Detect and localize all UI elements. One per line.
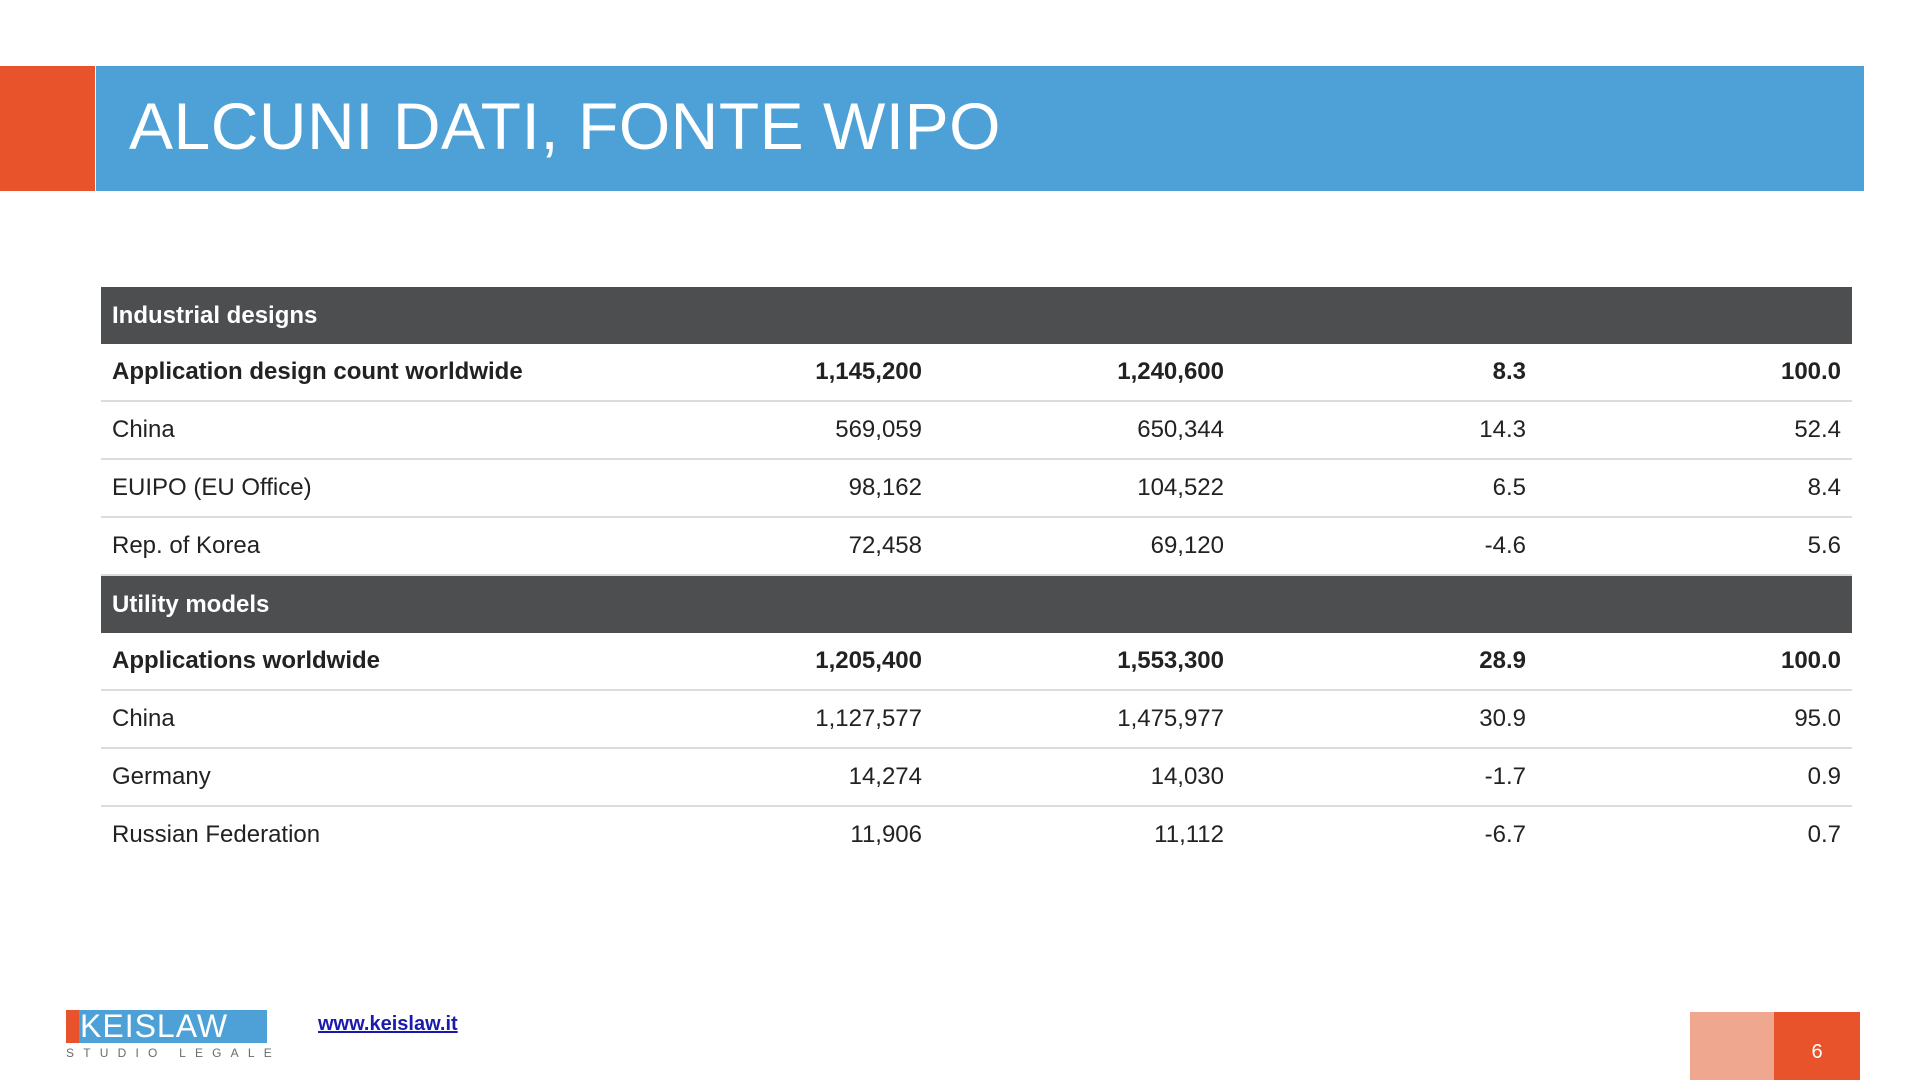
table-cell: 6.5 bbox=[1235, 459, 1537, 517]
table-row bbox=[101, 806, 1852, 863]
table-cell: 104,522 bbox=[933, 459, 1235, 517]
section-header-row bbox=[101, 287, 1852, 344]
table-row bbox=[101, 401, 1852, 459]
page-number-accent bbox=[1690, 1012, 1774, 1080]
table-cell: 1,240,600 bbox=[933, 344, 1235, 401]
table-cell: 72,458 bbox=[581, 517, 933, 575]
table-cell: 69,120 bbox=[933, 517, 1235, 575]
section-header-row bbox=[101, 575, 1852, 633]
wipo-data-table bbox=[101, 287, 1852, 863]
table-cell: 8.4 bbox=[1537, 459, 1852, 517]
table-cell: 30.9 bbox=[1235, 690, 1537, 748]
total-row bbox=[101, 344, 1852, 401]
row-label: Germany bbox=[101, 748, 581, 806]
row-label: Applications worldwide bbox=[101, 633, 581, 690]
table-cell: 100.0 bbox=[1537, 344, 1852, 401]
table-cell: 0.9 bbox=[1537, 748, 1852, 806]
table-cell: 14,274 bbox=[581, 748, 933, 806]
table-cell: 28.9 bbox=[1235, 633, 1537, 690]
table-cell: 1,475,977 bbox=[933, 690, 1235, 748]
table-cell: 650,344 bbox=[933, 401, 1235, 459]
table-cell: 11,112 bbox=[1154, 821, 1224, 848]
table-row bbox=[101, 459, 1852, 517]
page-number-box bbox=[1774, 1012, 1860, 1080]
table-row bbox=[101, 517, 1852, 575]
table-cell: -6.7 bbox=[1484, 821, 1526, 848]
logo-orange-mark bbox=[66, 1010, 79, 1043]
table-cell: 52.4 bbox=[1537, 401, 1852, 459]
row-label: China bbox=[101, 690, 581, 748]
row-label: Russian Federation bbox=[112, 821, 321, 848]
total-row bbox=[101, 633, 1852, 690]
table-cell: 14.3 bbox=[1235, 401, 1537, 459]
section-header-utility-models: Utility models bbox=[101, 575, 1852, 633]
row-label: Rep. of Korea bbox=[101, 517, 581, 575]
row-label: Application design count worldwide bbox=[101, 344, 581, 401]
table-cell: -1.7 bbox=[1235, 748, 1537, 806]
table-cell: 14,030 bbox=[933, 748, 1235, 806]
logo-subtext: STUDIO LEGALE bbox=[66, 1046, 281, 1060]
table-cell: 0.7 bbox=[1807, 821, 1842, 848]
table-cell: 100.0 bbox=[1537, 633, 1852, 690]
slide-title: ALCUNI DATI, FONTE WIPO bbox=[129, 89, 1001, 163]
table-cell: 95.0 bbox=[1537, 690, 1852, 748]
table-cell: 1,145,200 bbox=[581, 344, 933, 401]
website-link[interactable]: www.keislaw.it bbox=[318, 1013, 458, 1035]
table-cell: 98,162 bbox=[581, 459, 933, 517]
table-cell: 1,127,577 bbox=[581, 690, 933, 748]
title-bar bbox=[96, 66, 1864, 191]
logo-text: KEISLAW bbox=[80, 1008, 229, 1044]
section-header-industrial-designs: Industrial designs bbox=[101, 287, 1852, 344]
row-label: China bbox=[101, 401, 581, 459]
table-row bbox=[101, 748, 1852, 806]
table-cell: 569,059 bbox=[581, 401, 933, 459]
table-cell: -4.6 bbox=[1235, 517, 1537, 575]
row-label: EUIPO (EU Office) bbox=[101, 459, 581, 517]
keislaw-logo bbox=[66, 1008, 281, 1060]
table-cell: 8.3 bbox=[1235, 344, 1537, 401]
page-number: 6 bbox=[1811, 1041, 1823, 1063]
table-row bbox=[101, 690, 1852, 748]
table-cell: 1,553,300 bbox=[933, 633, 1235, 690]
title-accent-block bbox=[0, 66, 95, 191]
table-cell: 5.6 bbox=[1537, 517, 1852, 575]
table-cell: 11,906 bbox=[850, 821, 922, 848]
table-cell: 1,205,400 bbox=[581, 633, 933, 690]
